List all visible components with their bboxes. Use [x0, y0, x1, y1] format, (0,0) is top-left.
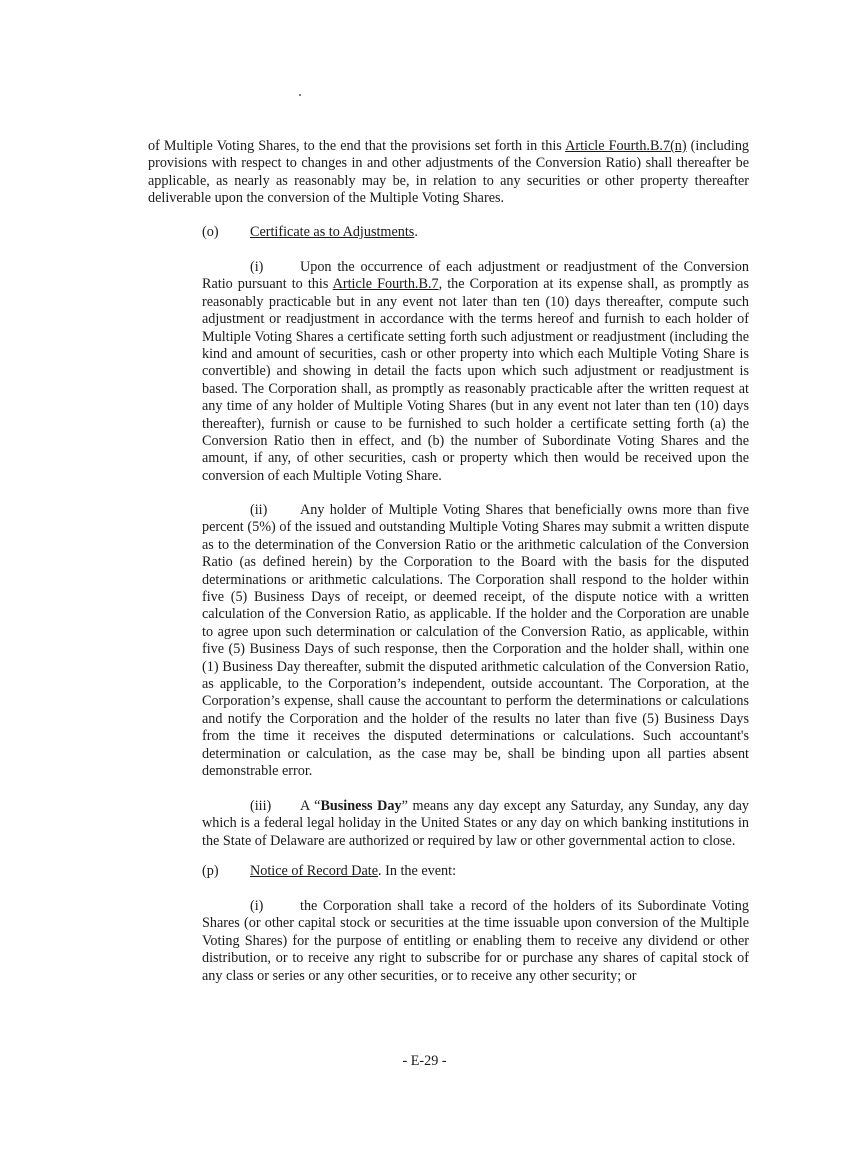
paragraph-number: (iii) — [250, 798, 272, 814]
paragraph-number: (i) — [250, 898, 264, 914]
section-label: (o) — [202, 224, 219, 240]
paragraph-o-i: (i) Upon the occurrence of each adjustment or readjustment of the Conversion Ratio pursuant to this Article Fourth.B.7, the Corporation at its expense shall, as promptly as reasonably practicable but in any event not later than ten (10) days thereafter, compute such adjustment or readjustment in accordance with the terms hereof and furnish to each holder of Multiple Voting Shares a certificate setting forth such adjustment or readjustment (including the kind and amount of securities, cash or other property into which each Multiple Voting Share is convertible) and showing in detail the facts upon which such adjustment or readjustment is based. The Corporation shall, as promptly as reasonably practicable after the written request at any time of any holder of Multiple Voting Shares (but in any event not later than ten (10) days thereafter), furnish or cause to be furnished to such holder a certificate setting forth (a) the Conversion Ratio then in effect, and (b) the number of Subordinate Voting Shares and the amount, if any, of other securities, cash or property which then would be received upon the conversion of each Multiple Voting Share. — [202, 259, 749, 484]
paragraph-number: (i) — [250, 259, 264, 275]
intro-paragraph: of Multiple Voting Shares, to the end that the provisions set forth in this Article Fourth.B.7(n) (including provisions with respect to changes in and other adjustments of the Conversion Ratio) shall thereafter be applicable, as nearly as reasonably may be, in relation to any securities or other property thereafter deliverable upon the conversion of the Multiple Voting Shares. — [148, 138, 750, 207]
defined-term: Business Day — [320, 798, 402, 814]
section-o-heading: (o) Certificate as to Adjustments. — [202, 224, 418, 240]
page-number: - E-29 - — [402, 1053, 447, 1069]
section-title: Notice of Record Date — [250, 863, 379, 879]
paragraph-o-ii: (ii) Any holder of Multiple Voting Shares that beneficially owns more than five percent (5%) of the issued and outstanding Multiple Voting Shares may submit a written dispute as to the determination of the Conversion Ratio or the arithmetic calculation of the Conversion Ratio (as defined herein) by the Corporation to the Board with the basis for the disputed determinations or arithmetic calculations. The Corporation shall respond to the holder within five (5) Business Days of receipt, or deemed receipt, of the dispute notice with a written calculation of the Conversion Ratio, as applicable. If the holder and the Corporation are unable to agree upon such determination or calculation of the Conversion Ratio, as applicable, within five (5) Business Days of such response, then the Corporation and the holder shall, within one (1) Business Day thereafter, submit the disputed arithmetic calculation of the Conversion Ratio, as applicable, to the Corporation’s independent, outside accountant. The Corporation, at the Corporation’s expense, shall cause the accountant to perform the determinations or calculations and notify the Corporation and the holder of the results no later than five (5) Business Days from the time it receives the disputed determinations or calculations. Such accountant's determination or calculation, as the case may be, shall be binding upon all parties absent demonstrable error. — [202, 502, 749, 780]
paragraph-number: (ii) — [250, 502, 268, 518]
paragraph-o-iii: (iii) A “Business Day” means any day except any Saturday, any Sunday, any day which is a federal legal holiday in the United States or any day on which banking institutions in the State of Delaware are authorized or required by law or other governmental action to close. — [202, 798, 750, 849]
paragraph-p-i: (i) the Corporation shall take a record of the holders of its Subordinate Voting Shares (or other capital stock or securities at the time issuable upon conversion of the Multiple Voting Shares) for the purpose of entitling or enabling them to receive any dividend or other distribution, or to receive any right to subscribe for or purchase any shares of capital stock of any class or series or any other securities, or to receive any other security; or — [202, 898, 749, 984]
section-label: (p) — [202, 863, 219, 879]
article-reference: Article Fourth.B.7 — [332, 276, 439, 293]
section-title: Certificate as to Adjustments — [250, 224, 415, 240]
section-p-heading: (p) Notice of Record Date. In the event: — [202, 863, 457, 879]
scan-mark — [299, 94, 301, 96]
article-reference: Article Fourth.B.7(n) — [565, 138, 687, 154]
